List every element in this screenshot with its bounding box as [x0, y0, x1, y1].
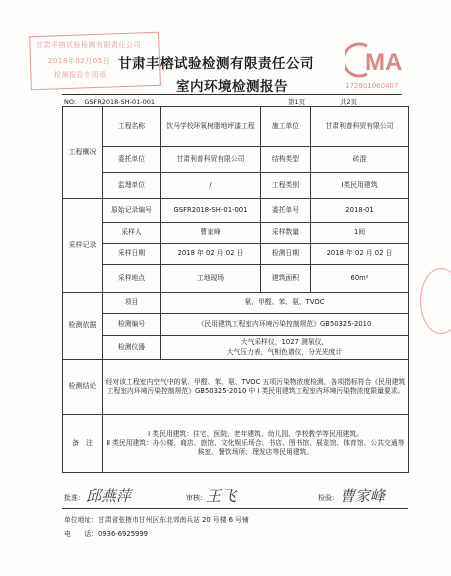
category: Ⅰ类民用建筑	[311, 173, 409, 199]
test-date: 2018 年 02 月 02 日	[311, 244, 409, 265]
structure: 砖混	[311, 147, 409, 173]
table-row	[63, 147, 409, 173]
report-table	[62, 106, 409, 473]
table-row	[63, 265, 409, 293]
area: 60m²	[311, 265, 409, 293]
structure-label: 结构类型	[261, 147, 311, 173]
header-divider	[62, 94, 402, 95]
remark-line-1: Ⅰ 类民用建筑：住宅、医院、老年建筑、幼儿园、学校教学等民用建筑。	[148, 429, 363, 438]
stamp-line-2: 2018年02月05日	[48, 57, 111, 65]
stamp-line-1: 甘肃丰榕试验检测有限责任公司	[36, 41, 141, 49]
sample-date-label: 采样日期	[103, 244, 161, 265]
instrument-line-1: 大气采样仪，1027 测氡仪，	[240, 338, 329, 347]
report-title: 室内环境检测报告	[176, 79, 288, 95]
project-name-label: 工程名称	[103, 107, 161, 147]
inspect-signature: 曹家峰	[340, 487, 386, 505]
table-row	[63, 173, 409, 199]
test-items: 氡、甲醛、苯、氨、TVOC	[161, 293, 409, 314]
commission-no: 2018-01	[311, 199, 409, 223]
sample-count-label: 采样数量	[261, 223, 311, 244]
review-signature: 王飞	[206, 487, 237, 505]
cma-logo-icon	[345, 42, 417, 78]
table-row	[63, 360, 409, 415]
table-row	[63, 293, 409, 314]
section-overview: 工程概况	[63, 107, 103, 199]
client-label: 委托单位	[103, 147, 161, 173]
project-name: 饮马学校环氧树脂地坪漆工程	[161, 107, 261, 147]
signature-divider	[62, 508, 408, 509]
footer-address: 单位地址：甘肃省张掖市甘州区东北郊南兵站 20 号楼 6 号铺	[64, 516, 249, 524]
record-no-label: 原始记录编号	[103, 199, 161, 223]
construction-unit-label: 施工单位	[261, 107, 311, 147]
seam-stamp	[420, 268, 451, 334]
approve-label: 批准:	[64, 494, 81, 502]
test-date-label: 检测日期	[261, 244, 311, 265]
items-label: 项目	[103, 293, 161, 314]
remark-text	[103, 415, 409, 473]
report-number: NO: GSFR2018-SH-01-001	[64, 98, 156, 106]
company-title: 甘肃丰榕试验检测有限责任公司	[118, 56, 314, 72]
cma-cert-number: 172801060407	[345, 82, 399, 90]
test-standard: 《民用建筑工程室内环境污染控制规范》GB50325-2010	[161, 314, 409, 336]
supervision-label: 监理单位	[103, 173, 161, 199]
section-basis: 检测依据	[63, 293, 103, 360]
area-label: 建筑面积	[261, 265, 311, 293]
record-no: GSFR2018-SH-01-001	[161, 199, 261, 223]
page-current: 第1页	[288, 98, 306, 106]
table-row	[63, 107, 409, 147]
table-row	[63, 199, 409, 223]
footer-phone: 电 话：0936-6925999	[64, 530, 149, 538]
section-remark: 备 注	[63, 415, 103, 473]
stamp-line-3: 检测报告专用章	[54, 71, 107, 79]
instrument-label: 检测仪器	[103, 336, 161, 360]
category-label: 工程类别	[261, 173, 311, 199]
sampler-label: 采样人	[103, 223, 161, 244]
supervision: /	[161, 173, 261, 199]
inspect-label: 检验:	[318, 494, 335, 502]
table-row	[63, 244, 409, 265]
review-label: 审核:	[186, 494, 203, 502]
approve-signature: 邱燕萍	[86, 487, 132, 505]
commission-no-label: 委托单号	[261, 199, 311, 223]
instrument-line-2: 大气压力表，气相色谱仪，分光光度计	[226, 347, 343, 356]
instruments	[161, 336, 409, 360]
sample-count: 1间	[311, 223, 409, 244]
conclusion-text: 经对该工程室内空气中的氡、甲醛、苯、氨、TVOC 五项污染物浓度检测，各项指标符合《民用建筑工程室内环境污染控制规范》GB50325-2010 中 Ⅰ 类民用建筑工程室内环境污染物浓度限量要求。	[103, 360, 409, 415]
location-label: 采样地点	[103, 265, 161, 293]
remark-line-2: Ⅱ 类民用建筑：办公楼、商店、旅馆、文化娱乐场合、书店、图书馆、展览馆、体育馆、公共交通等候室、餐饮场所、理发店等民用建筑。	[106, 438, 405, 457]
construction-unit: 甘肃利普科贸有限公司	[311, 107, 409, 147]
svg-text:MA: MA	[365, 49, 403, 76]
table-row	[63, 223, 409, 244]
standard-label: 检测编号	[103, 314, 161, 336]
table-row	[63, 314, 409, 336]
page-total: 共2页	[340, 98, 358, 106]
section-conclusion: 检测结论	[63, 360, 103, 415]
sample-date: 2018 年 02 月 02 日	[161, 244, 261, 265]
section-sampling: 采样记录	[63, 199, 103, 293]
table-row	[63, 336, 409, 360]
client: 甘肃利普科贸有限公司	[161, 147, 261, 173]
location: 工地现场	[161, 265, 261, 293]
sampler: 曹家峰	[161, 223, 261, 244]
table-row	[63, 415, 409, 473]
